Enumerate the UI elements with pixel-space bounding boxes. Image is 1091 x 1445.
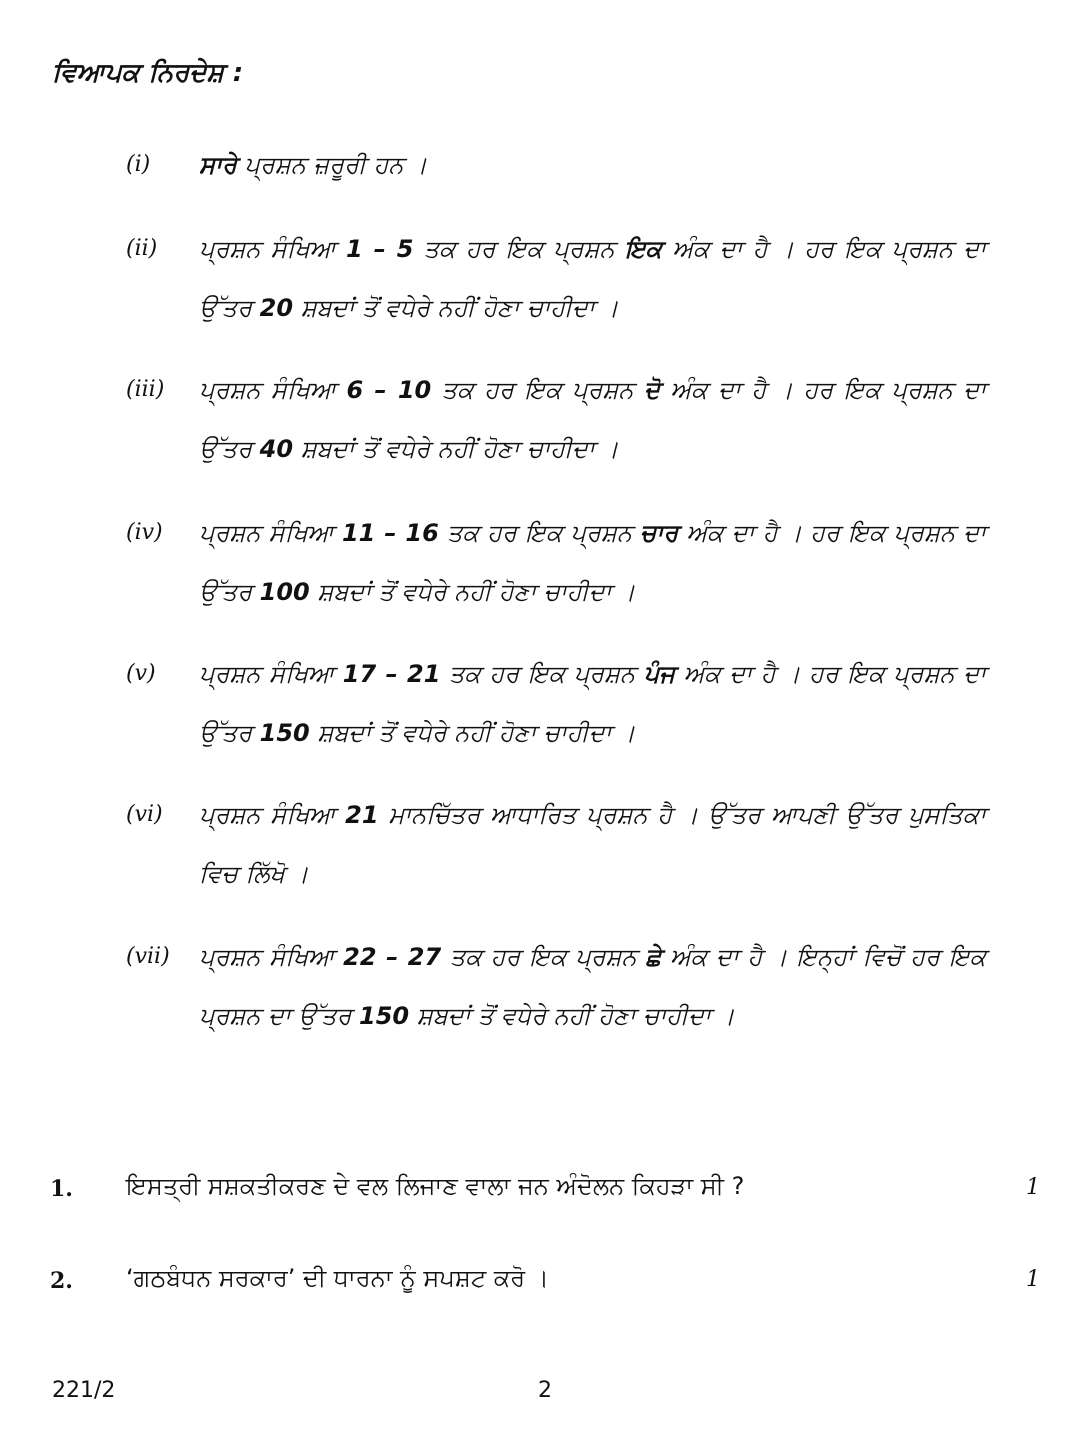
instruction-text xyxy=(199,786,986,904)
text-run: ਪ੍ਰਸ਼ਨ ਜ਼ਰੂਰੀ ਹਨ । xyxy=(236,151,428,179)
instructions-heading: ਵਿਆਪਕ ਨਿਰਦੇਸ਼ : xyxy=(52,58,244,88)
emphasis-text: ਇਕ xyxy=(624,235,663,263)
emphasis-text: 1 – 5 xyxy=(345,235,414,263)
text-run: ਤਕ ਹਰ ਇਕ ਪ੍ਰਸ਼ਨ xyxy=(413,235,625,263)
instruction-number: (ii) xyxy=(126,236,158,261)
text-run: ਸ਼ਬਦਾਂ ਤੋਂ ਵਧੇਰੇ ਨਹੀਂ ਹੋਣਾ ਚਾਹੀਦਾ । xyxy=(293,435,619,463)
instruction-number: (i) xyxy=(126,152,151,177)
text-run: ਤਕ ਹਰ ਇਕ ਪ੍ਰਸ਼ਨ xyxy=(438,519,641,547)
text-run: ਅੰਕ ਦਾ ਹੈ । ਹਰ ਇਕ ਪ੍ਰਸ਼ਨ ਦਾ ਉੱਤਰ xyxy=(199,519,986,606)
text-run: ਅੰਕ ਦਾ ਹੈ । ਹਰ ਇਕ ਪ੍ਰਸ਼ਨ ਦਾ ਉੱਤਰ xyxy=(199,660,986,747)
instruction-number: (v) xyxy=(126,661,156,686)
instruction-text xyxy=(199,136,986,195)
text-run: ਤਕ ਹਰ ਇਕ ਪ੍ਰਸ਼ਨ xyxy=(440,660,644,688)
question-number: 1. xyxy=(50,1176,73,1202)
page-number: 2 xyxy=(538,1378,552,1403)
instruction-text xyxy=(199,645,986,763)
emphasis-text: 100 xyxy=(259,578,310,606)
instruction-text xyxy=(199,220,986,338)
paper-code: 221/2 xyxy=(52,1378,116,1403)
instruction-text xyxy=(199,504,986,622)
question-number: 2. xyxy=(50,1268,73,1294)
text-run: ਪ੍ਰਸ਼ਨ ਸੰਖਿਆ xyxy=(199,943,344,971)
emphasis-text: 11 – 16 xyxy=(341,519,439,547)
emphasis-text: ਚਾਰ xyxy=(640,519,679,547)
question-marks: 1 xyxy=(1026,1175,1040,1200)
emphasis-text: 20 xyxy=(259,294,294,322)
instruction-text xyxy=(199,928,986,1046)
question-marks: 1 xyxy=(1026,1267,1040,1292)
emphasis-text: 22 – 27 xyxy=(343,943,442,971)
emphasis-text: 21 xyxy=(345,801,379,829)
emphasis-text: ਪੰਜ xyxy=(643,660,675,688)
text-run: ਪ੍ਰਸ਼ਨ ਸੰਖਿਆ xyxy=(199,801,346,829)
text-run: ਸ਼ਬਦਾਂ ਤੋਂ ਵਧੇਰੇ ਨਹੀਂ ਹੋਣਾ ਚਾਹੀਦਾ । xyxy=(409,1002,735,1030)
text-run: ਪ੍ਰਸ਼ਨ ਸੰਖਿਆ xyxy=(199,519,342,547)
instruction-number: (iii) xyxy=(126,377,165,402)
emphasis-text: ਛੇ xyxy=(645,943,662,971)
emphasis-text: ਦੋ xyxy=(643,376,660,404)
emphasis-text: 6 – 10 xyxy=(346,376,432,404)
text-run: ਤਕ ਹਰ ਇਕ ਪ੍ਰਸ਼ਨ xyxy=(431,376,644,404)
instruction-number: (iv) xyxy=(126,520,163,545)
emphasis-text: ਸਾਰੇ xyxy=(199,151,237,179)
text-run: ਪ੍ਰਸ਼ਨ ਸੰਖਿਆ xyxy=(199,376,347,404)
text-run: ਸ਼ਬਦਾਂ ਤੋਂ ਵਧੇਰੇ ਨਹੀਂ ਹੋਣਾ ਚਾਹੀਦਾ । xyxy=(293,294,619,322)
text-run: ਸ਼ਬਦਾਂ ਤੋਂ ਵਧੇਰੇ ਨਹੀਂ ਹੋਣਾ ਚਾਹੀਦਾ । xyxy=(309,578,636,606)
question-text: ਇਸਤ੍ਰੀ ਸਸ਼ਕਤੀਕਰਣ ਦੇ ਵਲ ਲਿਜਾਣ ਵਾਲਾ ਜਨ ਅੰਦੋਲਨ ਕਿਹੜਾ ਸੀ ? xyxy=(126,1172,745,1200)
emphasis-text: 17 – 21 xyxy=(342,660,441,688)
text-run: ਮਾਨਚਿੱਤਰ ਆਧਾਰਿਤ ਪ੍ਰਸ਼ਨ ਹੈ । ਉੱਤਰ ਆਪਣੀ ਉੱਤਰ ਪੁਸਤਿਕਾ ਵਿਚ ਲਿੱਖੋ । xyxy=(199,801,986,888)
question-text: ‘ਗਠਬੰਧਨ ਸਰਕਾਰ’ ਦੀ ਧਾਰਨਾ ਨੂੰ ਸਪਸ਼ਟ ਕਰੋ । xyxy=(126,1264,549,1292)
emphasis-text: 150 xyxy=(359,1002,410,1030)
instruction-number: (vii) xyxy=(126,944,170,969)
text-run: ਅੰਕ ਦਾ ਹੈ । ਹਰ ਇਕ ਪ੍ਰਸ਼ਨ ਦਾ ਉੱਤਰ xyxy=(199,376,986,463)
text-run: ਅੰਕ ਦਾ ਹੈ । ਹਰ ਇਕ ਪ੍ਰਸ਼ਨ ਦਾ ਉੱਤਰ xyxy=(199,235,987,322)
instruction-text xyxy=(199,361,986,479)
text-run: ਸ਼ਬਦਾਂ ਤੋਂ ਵਧੇਰੇ ਨਹੀਂ ਹੋਣਾ ਚਾਹੀਦਾ । xyxy=(309,719,636,747)
emphasis-text: 150 xyxy=(259,719,310,747)
text-run: ਪ੍ਰਸ਼ਨ ਸੰਖਿਆ xyxy=(199,235,346,263)
text-run: ਅੰਕ ਦਾ ਹੈ । ਇਨ੍ਹਾਂ ਵਿਚੋਂ ਹਰ ਇਕ ਪ੍ਰਸ਼ਨ ਦਾ ਉੱਤਰ xyxy=(199,943,986,1030)
instruction-number: (vi) xyxy=(126,802,163,827)
text-run: ਪ੍ਰਸ਼ਨ ਸੰਖਿਆ xyxy=(199,660,343,688)
emphasis-text: 40 xyxy=(259,435,294,463)
text-run: ਤਕ ਹਰ ਇਕ ਪ੍ਰਸ਼ਨ xyxy=(441,943,646,971)
